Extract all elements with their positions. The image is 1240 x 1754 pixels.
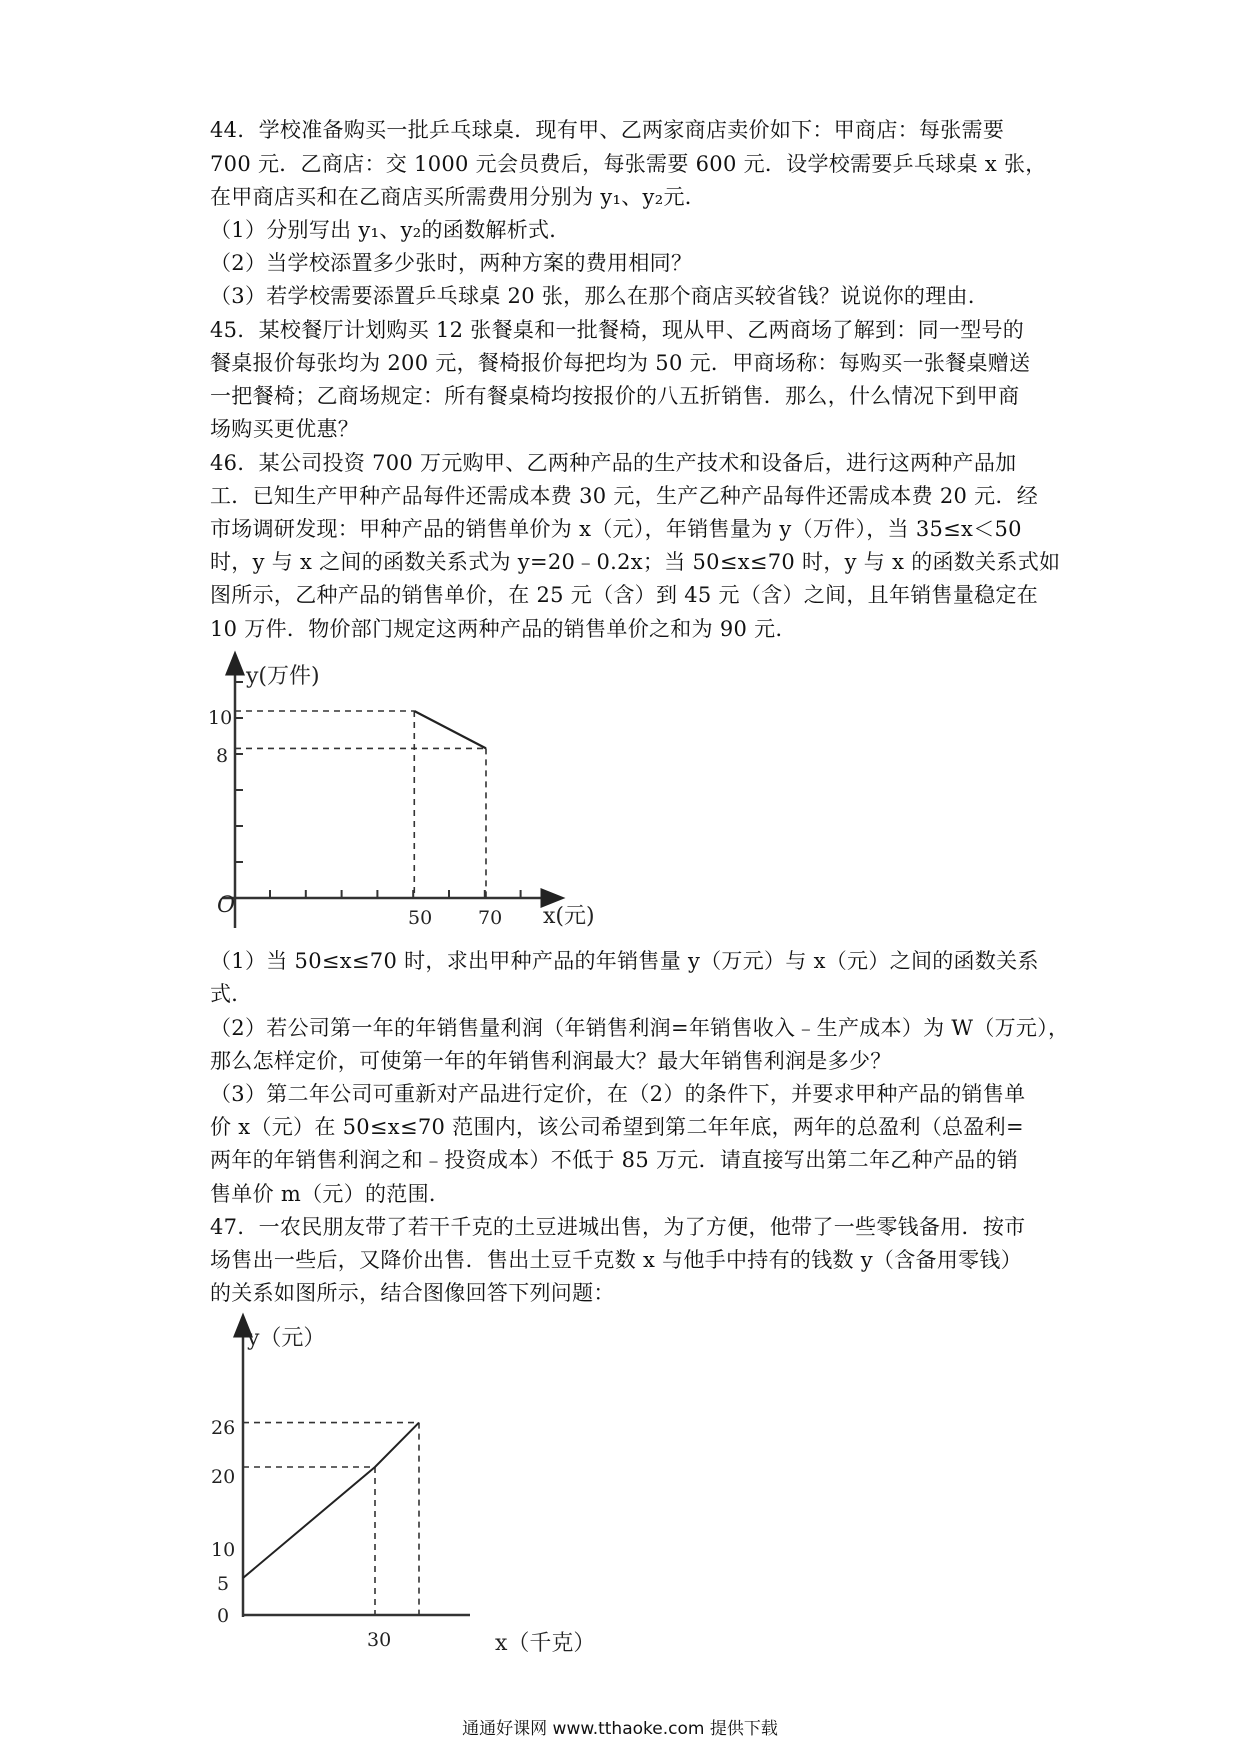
- p47-line: 47．一农民朋友带了若干千克的土豆进城出售，为了方便，他带了一些零钱备用．按市: [210, 1215, 1026, 1239]
- chart2-ytick: 20: [211, 1466, 236, 1488]
- p45-line: 45．某校餐厅计划购买 12 张餐桌和一批餐椅，现从甲、乙两商场了解到：同一型号的: [210, 318, 1025, 342]
- p45-line: 餐桌报价每张均为 200 元，餐椅报价每把均为 50 元．甲商场称：每购买一张餐桌赠送: [210, 351, 1031, 375]
- chart1-xlabel: x(元): [543, 904, 595, 929]
- p46-line: 市场调研发现：甲种产品的销售单价为 x（元），年销售量为 y（万件），当 35≤x＜50: [210, 517, 1022, 541]
- p44-line: 700 元．乙商店：交 1000 元会员费后，每张需要 600 元．设学校需要乒乓球桌 x 张，: [210, 152, 1047, 176]
- chart2-ytick: 10: [211, 1539, 236, 1561]
- p46-question: 式．: [210, 982, 253, 1006]
- p46-question: 两年的年销售利润之和﹣投资成本）不低于 85 万元．请直接写出第二年乙种产品的销: [210, 1148, 1019, 1172]
- p44-question: （3）若学校需要添置乒乓球桌 20 张，那么在那个商店买较省钱？说说你的理由．: [210, 284, 990, 308]
- chart2-xlabel: x（千克）: [495, 1631, 596, 1656]
- p46-question: 价 x（元）在 50≤x≤70 范围内，该公司希望到第二年年底，两年的总盈利（总盈利=: [210, 1115, 1024, 1139]
- p46-question: （1）当 50≤x≤70 时，求出甲种产品的年销售量 y（万元）与 x（元）之间的函数关系: [210, 949, 1039, 973]
- chart2-ytick: 0: [217, 1605, 230, 1627]
- p46-line: 工．已知生产甲种产品每件还需成本费 30 元，生产乙种产品每件还需成本费 20 元．经: [210, 484, 1039, 508]
- chart1-ytick: 10: [208, 707, 233, 729]
- chart2-series-line: [243, 1423, 419, 1578]
- p46-line: 图所示，乙种产品的销售单价，在 25 元（含）到 45 元（含）之间，且年销售量稳定在: [210, 583, 1039, 607]
- p45-line: 一把餐椅；乙商场规定：所有餐桌椅均按报价的八五折销售．那么，什么情况下到甲商: [210, 384, 1020, 408]
- chart1-ytick: 8: [216, 745, 229, 767]
- p46-question: （3）第二年公司可重新对产品进行定价，在（2）的条件下，并要求甲种产品的销售单: [210, 1082, 1026, 1106]
- chart2-ylabel: y（元）: [247, 1326, 326, 1351]
- chart1-origin: O: [217, 893, 236, 918]
- p46-line: 时，y 与 x 之间的函数关系式为 y=20﹣0.2x；当 50≤x≤70 时，y 与 x 的函数关系式如: [210, 550, 1061, 574]
- chart1-xtick: 50: [408, 907, 433, 929]
- chart2-ytick: 5: [217, 1573, 230, 1595]
- chart2-ytick: 26: [211, 1417, 236, 1439]
- footer-source: 通通好课网 www.tthaoke.com 提供下载: [462, 1719, 778, 1739]
- p44-question: （2）当学校添置多少张时，两种方案的费用相同？: [210, 251, 693, 275]
- p46-line: 10 万件．物价部门规定这两种产品的销售单价之和为 90 元．: [210, 617, 797, 641]
- chart1-xtick: 70: [478, 907, 503, 929]
- p47-line: 的关系如图所示，结合图像回答下列问题：: [210, 1281, 615, 1305]
- chart1-ylabel: y(万件): [246, 664, 320, 689]
- p44-question: （1）分别写出 y₁、y₂的函数解析式．: [210, 218, 571, 242]
- chart2-xtick: 30: [367, 1629, 392, 1651]
- p44-line: 在甲商店买和在乙商店买所需费用分别为 y₁、y₂元．: [210, 185, 707, 209]
- p46-question: （2）若公司第一年的年销售量利润（年销售利润=年销售收入﹣生产成本）为 W（万元），: [210, 1016, 1070, 1040]
- p46-question: 那么怎样定价，可使第一年的年销售利润最大？最大年销售利润是多少？: [210, 1049, 892, 1073]
- p45-line: 场购买更优惠？: [210, 417, 360, 441]
- p44-line: 44．学校准备购买一批乒乓球桌．现有甲、乙两家商店卖价如下：甲商店：每张需要: [210, 118, 1005, 142]
- p46-question: 售单价 m（元）的范围．: [210, 1182, 451, 1206]
- p47-line: 场售出一些后，又降价出售．售出土豆千克数 x 与他手中持有的钱数 y（含备用零钱）: [210, 1248, 1023, 1272]
- p46-line: 46．某公司投资 700 万元购甲、乙两种产品的生产技术和设备后，进行这两种产品加: [210, 451, 1017, 475]
